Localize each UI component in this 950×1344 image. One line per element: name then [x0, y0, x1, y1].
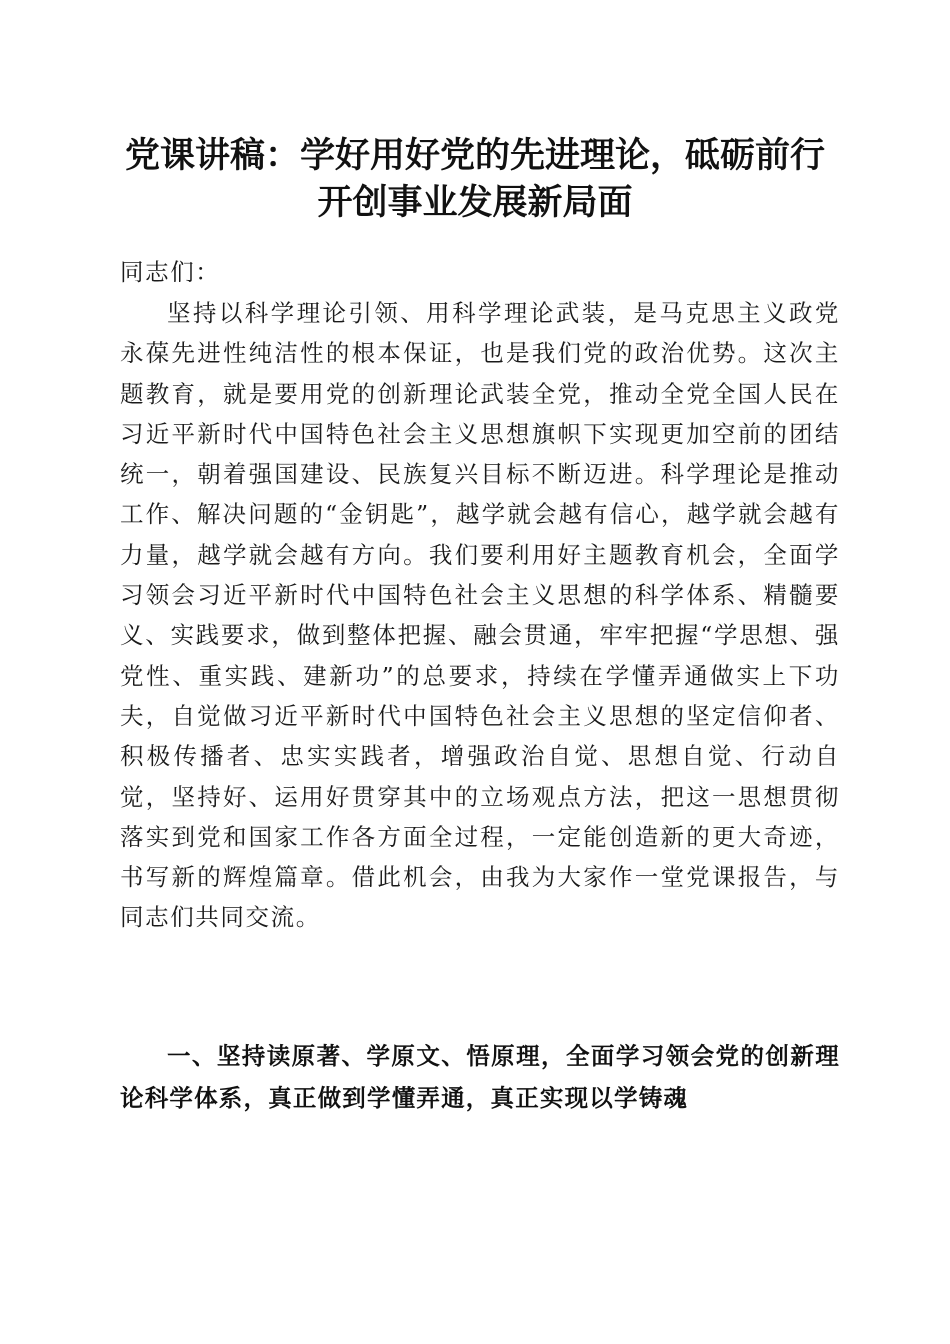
title-line-2: 开创事业发展新局面	[317, 182, 633, 223]
document-title	[100, 132, 850, 226]
section-heading: 一、坚持读原著、学原文、悟原理，全面学习领会党的创新理论科学体系，真正做到学懂弄通，真正实现以学铸魂	[120, 1042, 840, 1112]
title-line-1: 党课讲稿：学好用好党的先进理论，砥砺前行	[124, 135, 825, 176]
body-paragraph: 坚持以科学理论引领、用科学理论武装，是马克思主义政党永葆先进性纯洁性的根本保证，也是我们党的政治优势。这次主题教育，就是要用党的创新理论武装全党，推动全党全国人民在习近平新时代中国特色社会主义思想旗帜下实现更加空前的团结统一，朝着强国建设、民族复兴目标不断迈进。科学理论是推动工作、解决问题的“金钥匙”，越学就会越有信心，越学就会越有力量，越学就会越有方向。我们要利用好主题教育机会，全面学习领会习近平新时代中国特色社会主义思想的科学体系、精髓要义、实践要求，做到整体把握、融会贯通，牢牢把握“学思想、强党性、重实践、建新功”的总要求，持续在学懂弄通做实上下功夫，自觉做习近平新时代中国特色社会主义思想的坚定信仰者、积极传播者、忠实实践者，增强政治自觉、思想自觉、行动自觉，坚持好、运用好贯穿其中的立场观点方法，把这一思想贯彻落实到党和国家工作各方面全过程，一定能创造新的更大奇迹，书写新的辉煌篇章。借此机会，由我为大家作一堂党课报告，与同志们共同交流。	[120, 299, 840, 932]
salutation: 同志们：	[120, 258, 221, 286]
